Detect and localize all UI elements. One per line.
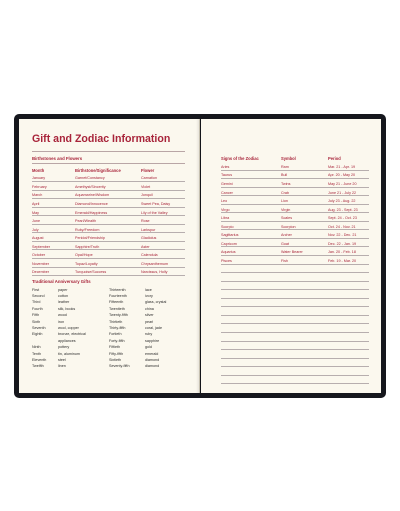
note-line (221, 349, 369, 350)
birthstone-stone: Emerald/Happiness (75, 210, 108, 215)
birthstone-month: January (32, 176, 46, 181)
anniversary-year: Thirteenth (109, 287, 126, 292)
note-line (221, 383, 369, 384)
anniversary-year: Thirty-fifth (109, 325, 126, 330)
anniversary-gift: pottery (58, 345, 70, 350)
note-line (221, 375, 369, 376)
zodiac-sign: Sagittarius (221, 233, 239, 238)
birthstone-flower: Gladiolus (141, 236, 157, 241)
zodiac-period: July 23 - Aug. 22 (328, 199, 356, 204)
zodiac-sign: Aries (221, 164, 230, 169)
anniversary-gift: wool, copper (58, 325, 79, 330)
zodiac-header-symbol: Symbol (281, 156, 296, 161)
birthstone-flower: Lily of the Valley (141, 210, 168, 215)
anniversary-gift: cotton (58, 293, 69, 298)
zodiac-period: Apr. 20 - May 20 (328, 173, 356, 178)
birthstone-stone: Peridot/Friendship (75, 236, 105, 241)
anniversary-gift: emerald (145, 351, 159, 356)
anniversary-year: First (32, 287, 40, 292)
zodiac-period: Oct. 24 - Nov. 21 (328, 224, 356, 229)
birthstone-month: August (32, 236, 44, 241)
birthstone-month: July (32, 227, 39, 232)
zodiac-symbol: Lion (281, 199, 288, 204)
birthstone-stone: Ruby/Freedom (75, 227, 100, 232)
note-line (221, 341, 369, 342)
anniversary-gift: linen (58, 364, 66, 369)
birthstone-stone: Amethyst/Sincerity (75, 184, 106, 189)
note-line (221, 332, 369, 333)
zodiac-period: Nov. 22 - Dec. 21 (328, 233, 357, 238)
anniversary-year: Ninth (32, 345, 41, 350)
birthstone-stone: Turquoise/Success (75, 270, 107, 275)
anniversary-gift: glass, crystal (145, 300, 167, 305)
birthstone-flower: Aster (141, 244, 150, 249)
anniversary-year: Second (32, 293, 45, 298)
anniversary-gift: lace (145, 287, 152, 292)
birthstone-month: September (32, 244, 51, 249)
anniversary-gift: appliances (58, 338, 76, 343)
birthstones-rule (32, 163, 185, 164)
birthstones-title: Birthstones and Flowers (32, 156, 83, 161)
birthstone-row (32, 267, 185, 277)
anniversary-year: Seventh (32, 325, 46, 330)
zodiac-period: May 21 - June 20 (328, 181, 357, 186)
zodiac-period: June 21 - July 22 (328, 190, 357, 195)
zodiac-sign: Virgo (221, 207, 230, 212)
note-line (221, 366, 369, 367)
birthstone-stone: Pearl/Wealth (75, 219, 97, 224)
birthstone-month: March (32, 193, 43, 198)
zodiac-sign: Leo (221, 199, 228, 204)
anniversary-year: Thirtieth (109, 319, 123, 324)
birthstone-month: June (32, 219, 40, 224)
birthstone-month: November (32, 261, 50, 266)
birthstones-header-month: Month (32, 167, 45, 173)
birthstone-month: April (32, 202, 40, 206)
anniversary-year: Fifty-fifth (109, 351, 124, 356)
anniversary-year: Fourteenth (109, 293, 127, 298)
anniversary-year: Fourth (32, 306, 43, 311)
zodiac-period: Sept. 24 - Oct. 23 (328, 216, 357, 221)
anniversary-gift: steel (58, 357, 66, 362)
note-line (221, 289, 369, 290)
anniversary-year: Twenty-fifth (109, 313, 128, 318)
note-line (221, 272, 369, 273)
birthstone-stone: Diamond/Innocence (75, 202, 108, 206)
zodiac-symbol: Twins (281, 181, 291, 186)
birthstone-flower: Sweet Pea, Daisy (141, 202, 171, 206)
anniversary-gift: china (145, 306, 154, 311)
note-line (221, 315, 369, 316)
birthstone-flower: Narcissus, Holly (141, 270, 168, 275)
zodiac-header-sign: Signs of the Zodiac (221, 156, 259, 161)
left-page (19, 119, 200, 393)
birthstone-month: February (32, 184, 47, 189)
birthstones-header-flower: Flower (141, 167, 155, 173)
zodiac-symbol: Fish (281, 258, 288, 263)
anniversary-gift: sapphire (145, 338, 160, 343)
anniversary-gift: silver (145, 313, 154, 318)
anniversary-gift: iron (58, 319, 65, 324)
zodiac-sign: Scorpio (221, 224, 234, 229)
anniversary-gift: silk, books (58, 306, 76, 311)
zodiac-period: Mar. 21 - Apr. 19 (328, 164, 356, 169)
zodiac-sign: Gemini (221, 181, 233, 186)
anniversary-gift: tin, aluminum (58, 351, 80, 356)
anniversary-year: Forty-fifth (109, 338, 125, 343)
zodiac-symbol: Goat (281, 241, 289, 246)
zodiac-sign: Taurus (221, 173, 233, 178)
anniversary-gift: diamond (145, 357, 160, 362)
birthstone-stone: Sapphire/Truth (75, 244, 100, 249)
birthstone-flower: Calendula (141, 253, 158, 258)
anniversary-gift: pearl (145, 319, 154, 324)
zodiac-symbol: Archer (281, 233, 292, 238)
birthstones-header-stone: Birthstone/Significance (75, 167, 121, 173)
zodiac-header-period: Period (328, 156, 341, 161)
zodiac-sign: Cancer (221, 190, 233, 195)
zodiac-period: Jan. 20 - Feb. 18 (328, 250, 356, 255)
anniversary-year: Sixtieth (109, 357, 122, 362)
anniversary-year: Seventy-fifth (109, 364, 130, 369)
anniversary-gift: diamond (145, 364, 160, 369)
birthstone-flower: Rose (141, 219, 150, 224)
note-line (221, 306, 369, 307)
anniversary-gift: coral, jade (145, 325, 163, 330)
note-line (221, 323, 369, 324)
birthstone-stone: Aquamarine/Wisdom (75, 193, 110, 198)
birthstone-flower: Chrysanthemum (141, 261, 169, 266)
note-line (221, 298, 369, 299)
anniversary-year: Fiftieth (109, 345, 121, 350)
zodiac-sign: Aquarius (221, 250, 236, 255)
anniversary-gift: ivory (145, 293, 153, 298)
birthstone-flower: Violet (141, 184, 151, 189)
anniversary-gift: paper (58, 287, 68, 292)
anniversary-year: Eleventh (32, 357, 47, 362)
birthstone-month: May (32, 210, 39, 215)
anniversary-year: Tenth (32, 351, 42, 356)
anniversary-gift: bronze, electrical (58, 332, 86, 337)
birthstone-stone: Garnet/Constancy (75, 176, 105, 181)
page-title: Gift and Zodiac Information (32, 133, 171, 145)
anniversary-year: Eighth (32, 332, 43, 337)
anniversary-year: Twelfth (32, 364, 44, 369)
title-rule (32, 151, 185, 152)
anniversary-year: Sixth (32, 319, 41, 324)
anniversary-gift: leather (58, 300, 70, 305)
right-page (201, 119, 381, 393)
anniversary-gift: ruby (145, 332, 153, 337)
birthstone-stone: Topaz/Loyalty (75, 261, 98, 266)
birthstone-month: December (32, 270, 50, 275)
birthstone-flower: Jonquil (141, 193, 153, 198)
zodiac-period: Feb. 19 - Mar. 20 (328, 258, 357, 263)
zodiac-symbol: Crab (281, 190, 289, 195)
birthstone-flower: Carnation (141, 176, 157, 181)
zodiac-sign: Pisces (221, 258, 232, 263)
zodiac-symbol: Water Bearer (281, 250, 303, 255)
zodiac-symbol: Ram (281, 164, 289, 169)
anniversary-gift: gold (145, 345, 152, 350)
note-line (221, 281, 369, 282)
birthstone-flower: Larkspur (141, 227, 156, 232)
anniversary-year: Fortieth (109, 332, 122, 337)
zodiac-symbol: Scales (281, 216, 293, 221)
anniversary-gift: wood (58, 313, 67, 318)
zodiac-symbol: Virgin (281, 207, 291, 212)
zodiac-period: Aug. 23 - Sept. 23 (328, 207, 358, 212)
note-line (221, 358, 369, 359)
zodiac-sign: Capricorn (221, 241, 237, 246)
zodiac-period: Dec. 22 - Jan. 19 (328, 241, 357, 246)
anniversary-year: Fifteenth (109, 300, 124, 305)
anniversary-title: Traditional Anniversary Gifts (32, 279, 91, 284)
zodiac-symbol: Bull (281, 173, 288, 178)
anniversary-year: Twentieth (109, 306, 125, 311)
birthstone-month: October (32, 253, 46, 258)
anniversary-year: Third (32, 300, 41, 305)
zodiac-sign: Libra (221, 216, 230, 221)
zodiac-row (221, 255, 369, 265)
anniversary-year: Fifth (32, 313, 40, 318)
birthstone-stone: Opal/Hope (75, 253, 93, 258)
zodiac-symbol: Scorpion (281, 224, 296, 229)
